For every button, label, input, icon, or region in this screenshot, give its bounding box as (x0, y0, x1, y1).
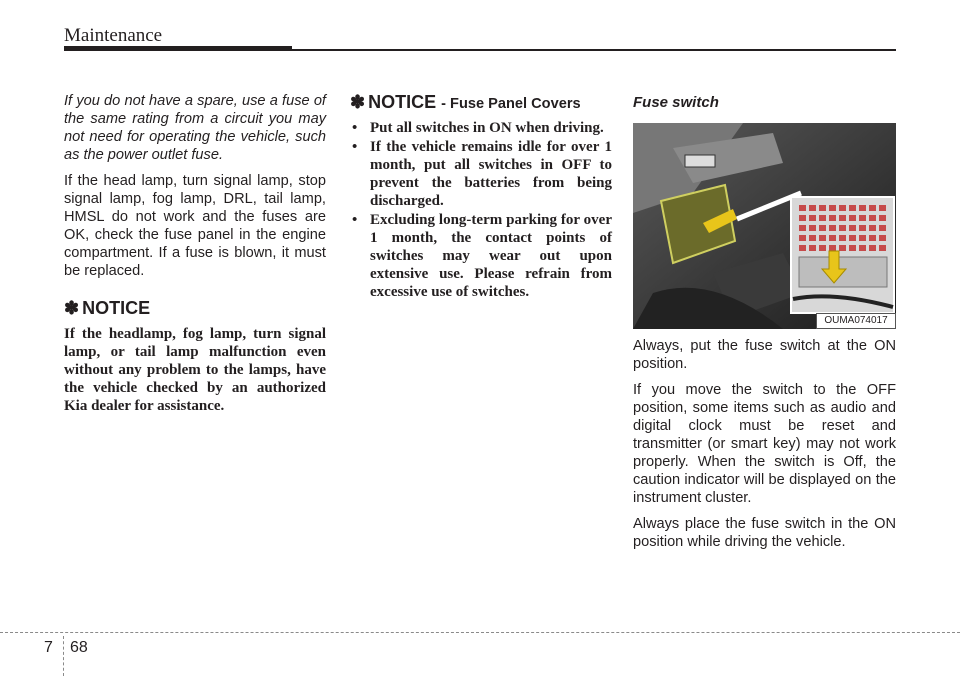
notice-title: NOTICE (368, 92, 437, 112)
bullet-icon: • (352, 120, 358, 136)
photo-caption: OUMA074017 (816, 313, 896, 329)
notice-bullet-list (350, 119, 612, 301)
bullet-icon: • (352, 139, 358, 155)
list-item: • Put all switches in ON when driving. (352, 120, 604, 136)
notice-star-icon: ✽ (350, 92, 366, 112)
fuse-switch-paragraph-2: If you move the switch to the OFF position, some items such as audio and digital clock must be reset and transmitter (or smart key) may not work properly. When the switch is Off, the caution indicator will be displayed on the instrument cluster. (633, 382, 896, 506)
header-title: Maintenance (64, 25, 163, 46)
lamp-fuse-paragraph: If the head lamp, turn signal lamp, stop signal lamp, fog lamp, DRL, tail lamp, HMSL do not work and the fuses are OK, check the fuse panel in the engine compartment. If a fuse is blown, it must be replaced. (64, 173, 326, 279)
footer-divider (63, 636, 64, 676)
footer-rule (0, 632, 960, 633)
fuse-panel-illustration (633, 123, 896, 329)
bullet-icon: • (352, 212, 358, 228)
fuse-switch-photo (633, 123, 896, 329)
list-item: • Excluding long-term parking for over 1 month, the contact points of switches may wear out upon extensive use. Please refrain from excessive use of switches. (352, 212, 612, 300)
column-left (64, 92, 326, 415)
header-bar (64, 46, 292, 51)
header-rule (292, 49, 896, 51)
fuse-switch-paragraph-3: Always place the fuse switch in the ON position while driving the vehicle. (633, 516, 896, 550)
notice-star-icon: ✽ (64, 298, 80, 318)
page-number: 68 (70, 639, 88, 656)
fuse-switch-paragraph-1: Always, put the fuse switch at the ON position. (633, 338, 896, 372)
column-middle (350, 92, 612, 302)
notice-text: If the headlamp, fog lamp, turn signal lamp, or tail lamp malfunction even without any problem to the lamps, have the vehicle checked by an authorized Kia dealer for assistance. (64, 326, 326, 414)
notice-title: NOTICE (82, 298, 151, 318)
spare-fuse-note: If you do not have a spare, use a fuse of the same rating from a circuit you may not need for operating the vehicle, such as the power outlet fuse. (64, 93, 326, 163)
notice-subtitle: - Fuse Panel Covers (441, 96, 581, 112)
column-right (633, 92, 896, 559)
chapter-number: 7 (44, 639, 53, 656)
fuse-panel-notice-heading (350, 92, 612, 113)
list-item: • If the vehicle remains idle for over 1 month, put all switches in OFF to prevent the batteries from being discharged. (352, 139, 612, 209)
section-title: Fuse switch (633, 94, 719, 111)
notice-heading (64, 298, 326, 319)
